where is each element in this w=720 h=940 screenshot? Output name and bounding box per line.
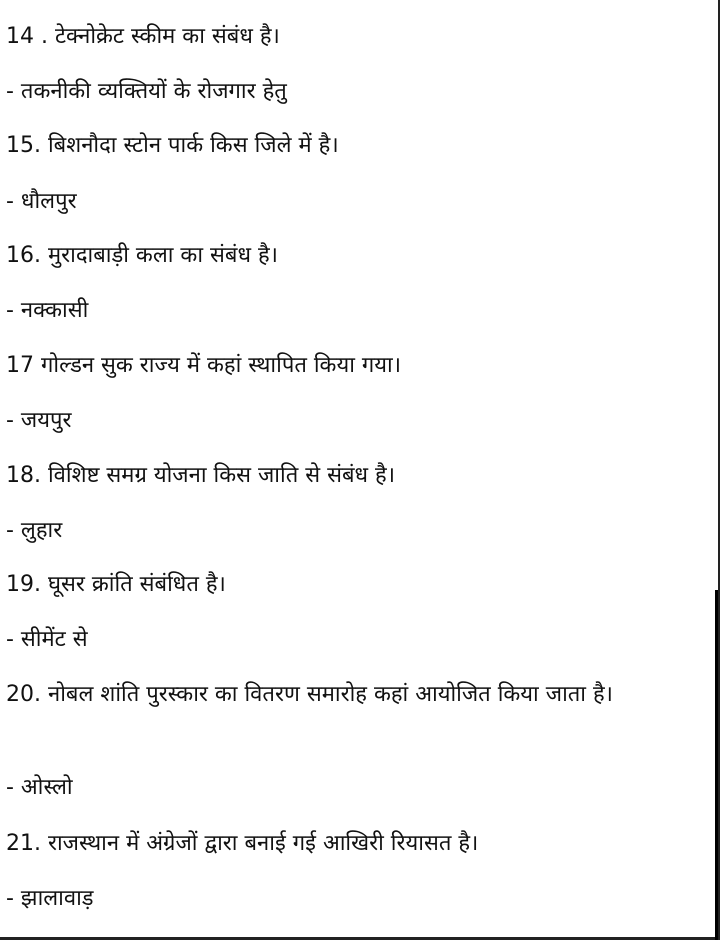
answer-18: - लुहार <box>6 518 63 543</box>
answer-20: - ओस्लो <box>6 775 73 800</box>
question-15: 15. बिशनौदा स्टोन पार्क किस जिले में है। <box>6 133 339 158</box>
question-16: 16. मुरादाबाड़ी कला का संबंध है। <box>6 243 279 268</box>
question-17: 17 गोल्डन सुक राज्य में कहां स्थापित किया गया। <box>6 353 402 378</box>
answer-14: - तकनीकी व्यक्तियों के रोजगार हेतु <box>6 79 287 104</box>
question-21: 21. राजस्थान में अंग्रेजों द्वारा बनाई गई आखिरी रियासत है। <box>6 831 479 856</box>
answer-19: - सीमेंट से <box>6 627 88 652</box>
answer-17: - जयपुर <box>6 408 72 433</box>
answer-15: - धौलपुर <box>6 189 77 214</box>
answer-21: - झालावाड़ <box>6 886 94 911</box>
answer-16: - नक्कासी <box>6 298 89 323</box>
question-20: 20. नोबल शांति पुरस्कार का वितरण समारोह कहां आयोजित किया जाता है। <box>6 682 614 707</box>
question-18: 18. विशिष्ट समग्र योजना किस जाति से संबंध है। <box>6 463 396 488</box>
question-19: 19. घूसर क्रांति संबंधित है। <box>6 572 226 597</box>
page-edge-shadow <box>715 590 718 940</box>
question-14: 14 . टेक्नोक्रेट स्कीम का संबंध है। <box>6 24 280 49</box>
